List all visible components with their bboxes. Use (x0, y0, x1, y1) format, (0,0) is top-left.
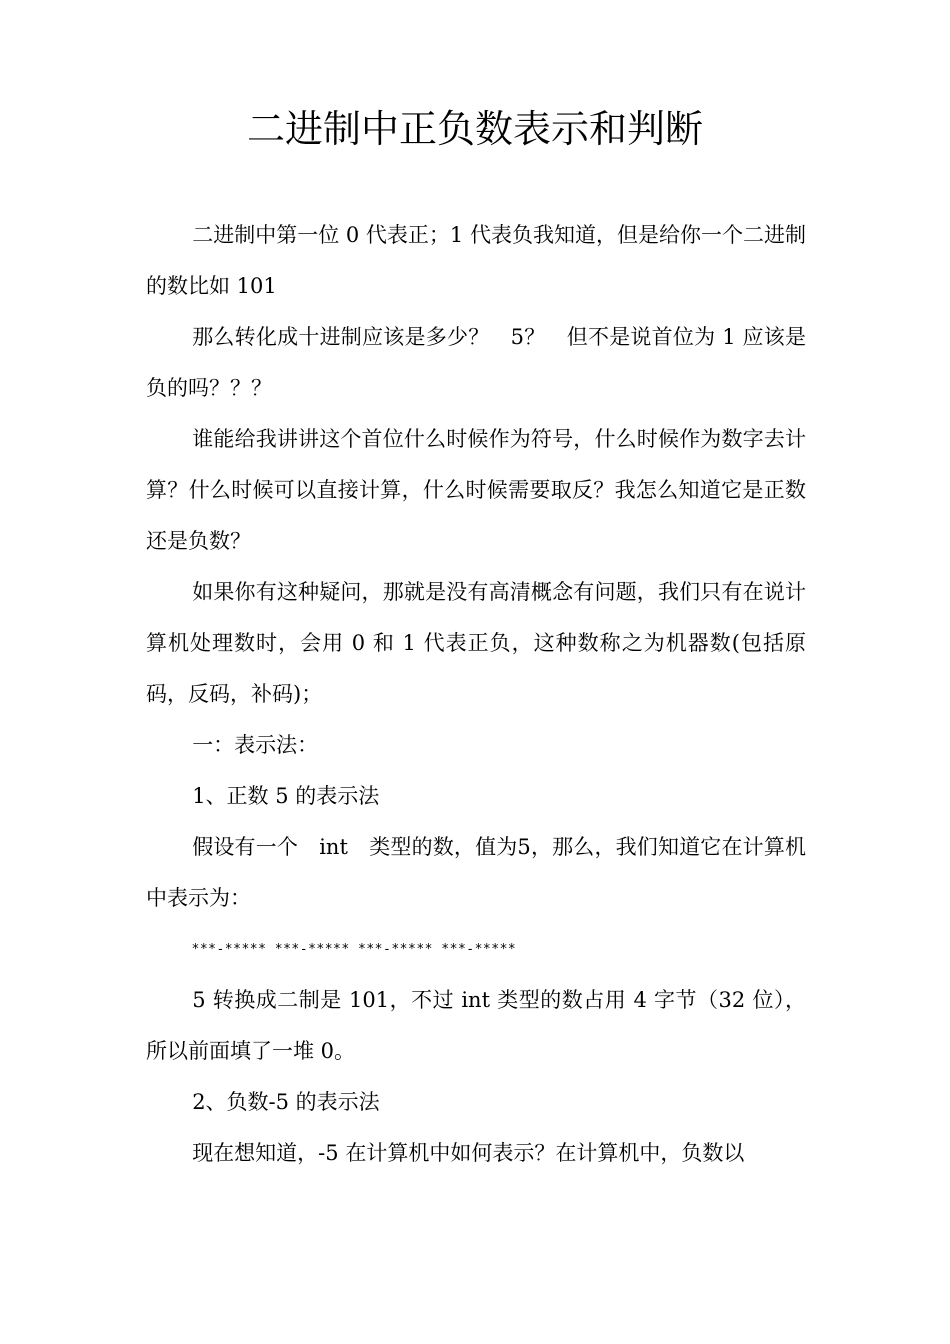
section-heading-representation: 一：表示法： (192, 733, 319, 757)
paragraph-machine-number: 如果你有这种疑问，那就是没有高清概念有问题，我们只有在说计算机处理数时，会用 0 和 1 代表正负，这种数称之为机器数(包括原码，反码，补码)； (146, 580, 806, 706)
document-body (146, 210, 806, 1179)
paragraph-binary-conversion: 5 转换成二制是 101，不过 int 类型的数占用 4 字节（32 位），所以前面填了一堆 0。 (146, 988, 806, 1063)
binary-masked-line: ***-***** ***-***** ***-***** ***-***** (191, 942, 517, 957)
document-title: 二进制中正负数表示和判断 (246, 107, 703, 151)
paragraph-explain-request: 谁能给我讲讲这个首位什么时候作为符号，什么时候作为数字去计算？什么时候可以直接计算，什么时候需要取反？我怎么知道它是正数还是负数？ (146, 427, 806, 553)
subheading-negative-five: 2、负数-5 的表示法 (192, 1090, 380, 1114)
subheading-positive-five: 1、正数 5 的表示法 (192, 784, 380, 808)
paragraph-sign-bit-question: 二进制中第一位 0 代表正；1 代表负我知道，但是给你一个二进制的数比如 101 (146, 223, 806, 298)
paragraph-int-example: 假设有一个 int 类型的数，值为5，那么，我们知道它在计算机中表示为： (146, 835, 806, 910)
paragraph-negative-representation: 现在想知道，-5 在计算机中如何表示？在计算机中，负数以 (192, 1141, 745, 1165)
paragraph-decimal-question: 那么转化成十进制应该是多少？ 5？ 但不是说首位为 1 应该是负的吗？？？ (146, 325, 806, 400)
